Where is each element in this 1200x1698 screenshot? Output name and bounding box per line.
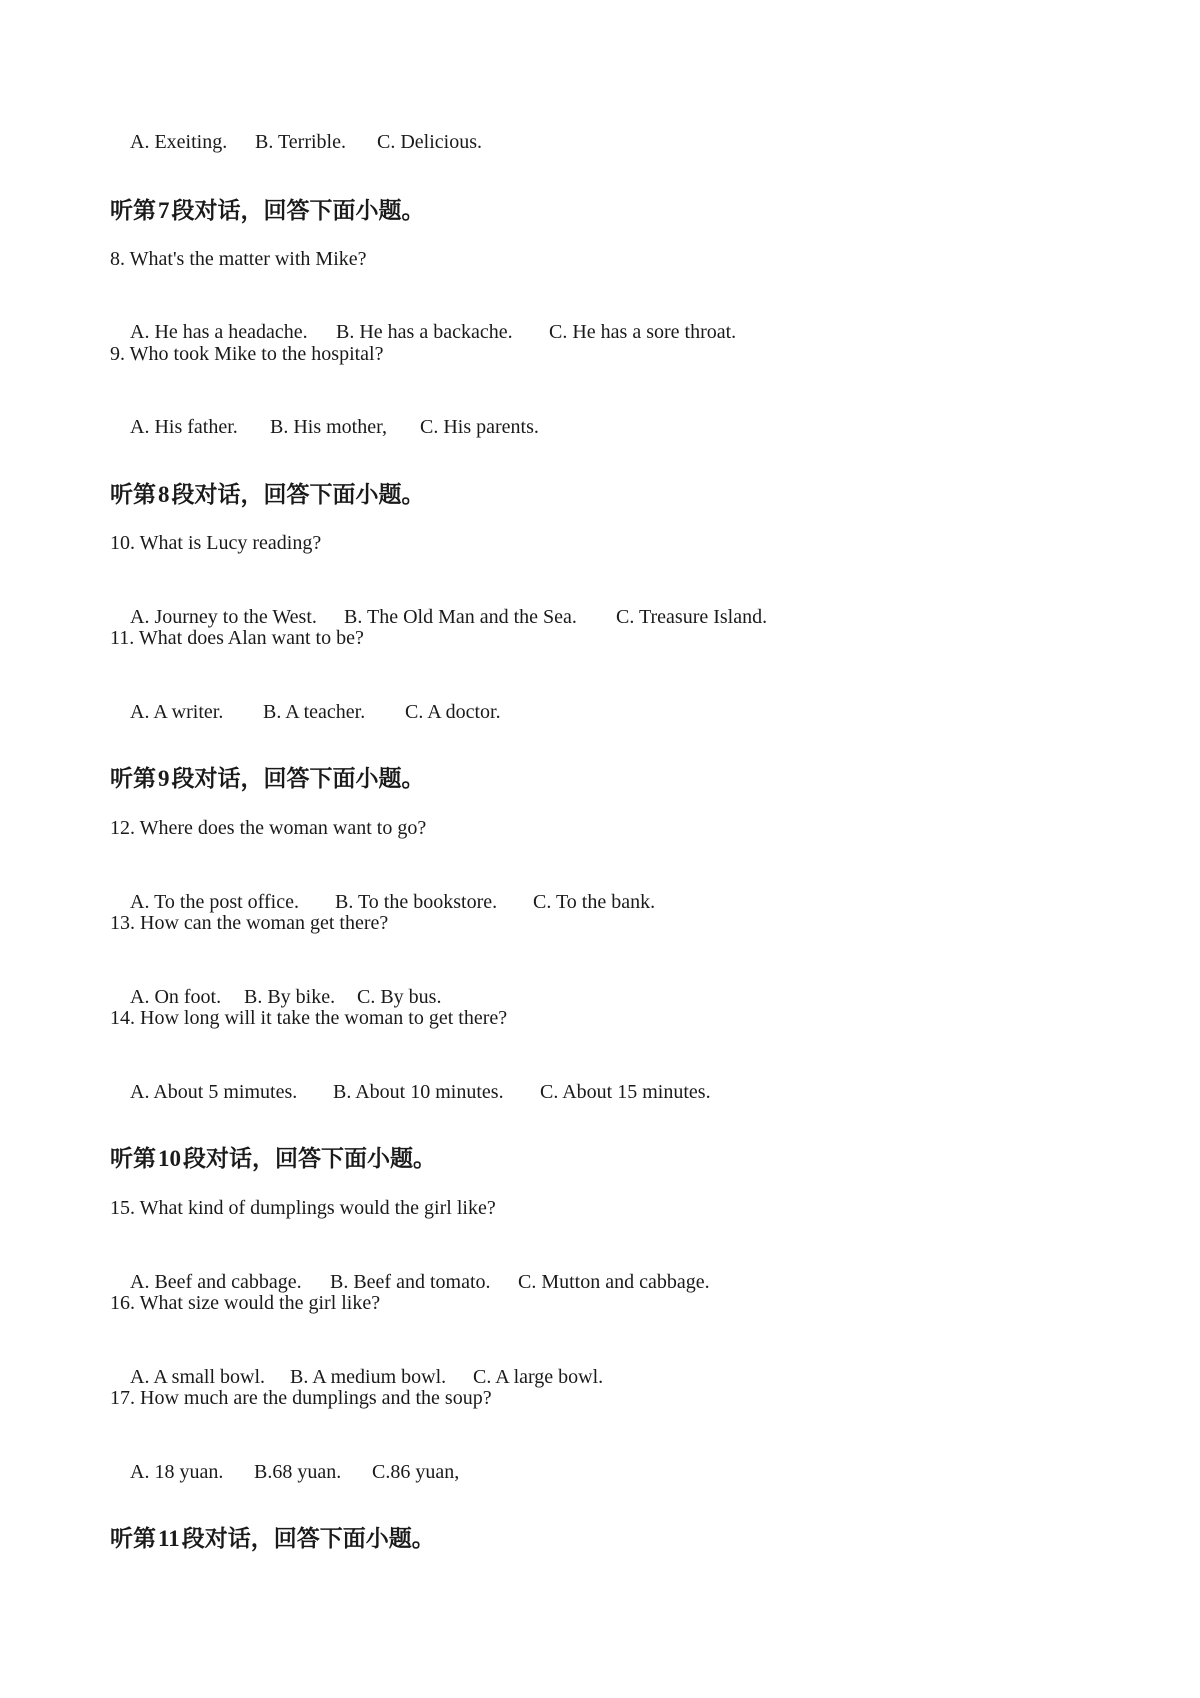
option-b: B.68 yuan. [254, 1461, 342, 1483]
question-13: 13. How can the woman get there? [110, 912, 389, 934]
question-16: 16. What size would the girl like? [110, 1292, 381, 1314]
option-b: B. Beef and tomato. [330, 1271, 491, 1293]
question-9-options [110, 388, 539, 466]
q7-options [110, 103, 482, 181]
option-a: A. His father. [130, 416, 238, 438]
option-a: A. On foot. [130, 986, 222, 1008]
option-c: C.86 yuan, [372, 1461, 460, 1483]
question-9: 9. Who took Mike to the hospital? [110, 343, 384, 365]
option-c: C. A doctor. [405, 701, 501, 723]
question-10: 10. What is Lucy reading? [110, 532, 322, 554]
option-a: A. A small bowl. [130, 1366, 266, 1388]
option-c: C. A large bowl. [473, 1366, 604, 1388]
section-heading-8: 听第8段对话，回答下面小题。 [110, 482, 425, 508]
option-c: C. He has a sore throat. [549, 321, 737, 343]
option-c: C. By bus. [357, 986, 442, 1008]
option-a: A. A writer. [130, 701, 224, 723]
option-a: A. To the post office. [130, 891, 299, 913]
option-a: A. He has a headache. [130, 321, 308, 343]
option-a: A. 18 yuan. [130, 1461, 224, 1483]
option-b: B. About 10 minutes. [333, 1081, 504, 1103]
option-c: C. Mutton and cabbage. [518, 1271, 710, 1293]
question-14-options [110, 1053, 711, 1131]
option-b: B. By bike. [244, 986, 336, 1008]
section-heading-9: 听第9段对话，回答下面小题。 [110, 766, 425, 792]
section-heading-10: 听第10段对话，回答下面小题。 [110, 1146, 436, 1172]
question-14: 14. How long will it take the woman to get there? [110, 1007, 508, 1029]
option-a: A. Beef and cabbage. [130, 1271, 302, 1293]
option-c: C. About 15 minutes. [540, 1081, 711, 1103]
question-17-options [110, 1433, 459, 1511]
question-12: 12. Where does the woman want to go? [110, 817, 427, 839]
option-c: C. His parents. [420, 416, 539, 438]
option-a: A. About 5 mimutes. [130, 1081, 298, 1103]
question-11: 11. What does Alan want to be? [110, 627, 364, 649]
question-15: 15. What kind of dumplings would the girl like? [110, 1197, 496, 1219]
option-b: B. The Old Man and the Sea. [344, 606, 577, 628]
section-heading-7: 听第7段对话，回答下面小题。 [110, 198, 425, 224]
option-c: C. To the bank. [533, 891, 656, 913]
option-a: A. Journey to the West. [130, 606, 317, 628]
option-b: B. To the bookstore. [335, 891, 498, 913]
option-b: B. His mother, [270, 416, 387, 438]
option-c: C. Delicious. [377, 131, 482, 153]
option-b: B. A teacher. [263, 701, 366, 723]
question-17: 17. How much are the dumplings and the soup? [110, 1387, 492, 1409]
option-b: B. Terrible. [255, 131, 346, 153]
option-b: B. He has a backache. [336, 321, 513, 343]
question-8: 8. What's the matter with Mike? [110, 248, 367, 270]
question-11-options [110, 673, 501, 751]
option-a: A. Exeiting. [130, 131, 228, 153]
section-heading-11: 听第11段对话，回答下面小题。 [110, 1526, 435, 1552]
option-c: C. Treasure Island. [616, 606, 768, 628]
option-b: B. A medium bowl. [290, 1366, 447, 1388]
